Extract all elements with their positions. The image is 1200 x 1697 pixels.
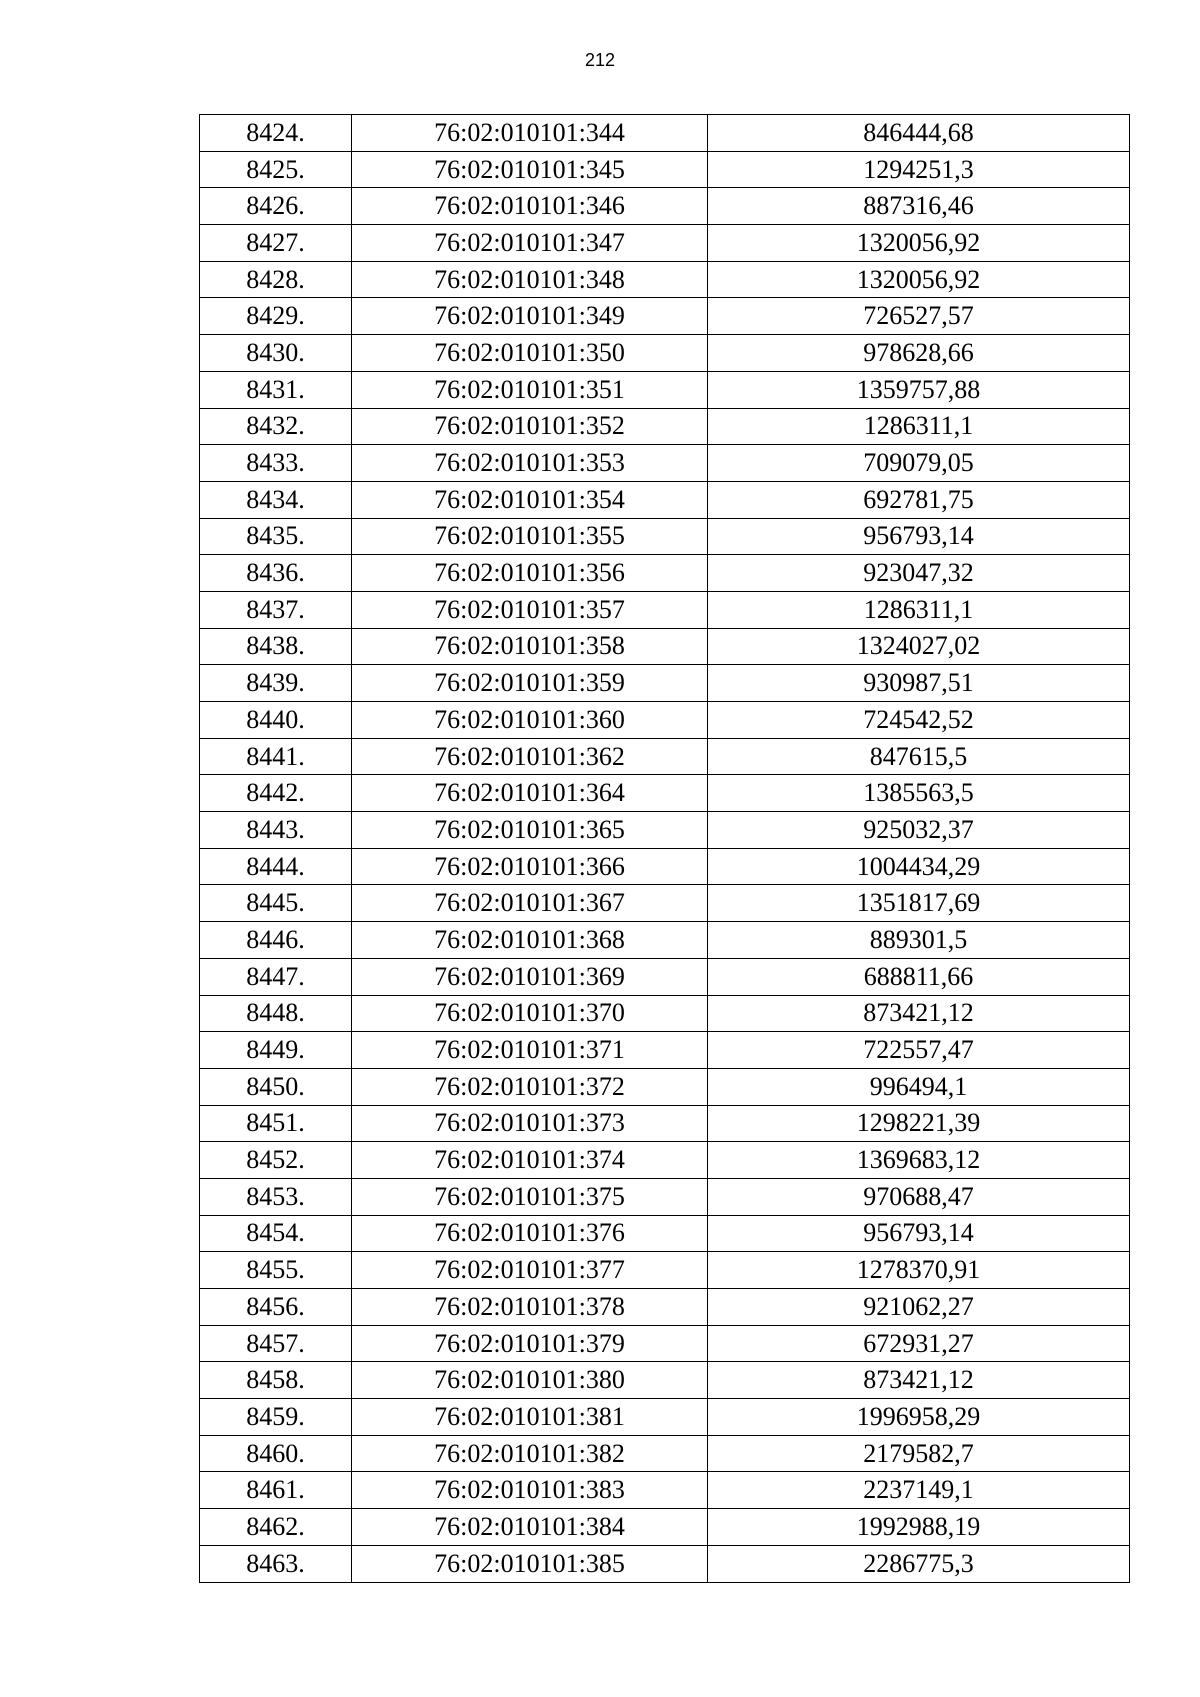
cadastral-number-cell: 76:02:010101:380 — [352, 1362, 708, 1399]
row-number-cell: 8440. — [200, 702, 352, 739]
table-row — [200, 1362, 1130, 1399]
row-number-cell: 8458. — [200, 1362, 352, 1399]
table-row — [200, 1068, 1130, 1105]
row-number-cell: 8434. — [200, 481, 352, 518]
cadastral-number-cell: 76:02:010101:368 — [352, 922, 708, 959]
table-row — [200, 848, 1130, 885]
row-number-cell: 8453. — [200, 1178, 352, 1215]
table-row — [200, 1105, 1130, 1142]
row-number-cell: 8439. — [200, 665, 352, 702]
row-number-cell: 8426. — [200, 188, 352, 225]
table-row — [200, 298, 1130, 335]
value-cell: 847615,5 — [708, 738, 1130, 775]
value-cell: 873421,12 — [708, 1362, 1130, 1399]
table-row — [200, 371, 1130, 408]
table-row — [200, 518, 1130, 555]
page-number: 212 — [584, 50, 616, 70]
row-number-cell: 8445. — [200, 885, 352, 922]
table-row — [200, 151, 1130, 188]
cadastral-number-cell: 76:02:010101:358 — [352, 628, 708, 665]
value-cell: 978628,66 — [708, 335, 1130, 372]
row-number-cell: 8450. — [200, 1068, 352, 1105]
value-cell: 1996958,29 — [708, 1399, 1130, 1436]
row-number-cell: 8451. — [200, 1105, 352, 1142]
row-number-cell: 8428. — [200, 261, 352, 298]
cadastral-number-cell: 76:02:010101:351 — [352, 371, 708, 408]
cadastral-number-cell: 76:02:010101:347 — [352, 225, 708, 262]
value-cell: 1294251,3 — [708, 151, 1130, 188]
value-cell: 1320056,92 — [708, 261, 1130, 298]
value-cell: 921062,27 — [708, 1289, 1130, 1326]
value-cell: 2179582,7 — [708, 1435, 1130, 1472]
cadastral-number-cell: 76:02:010101:381 — [352, 1399, 708, 1436]
table-row — [200, 775, 1130, 812]
table-row — [200, 628, 1130, 665]
cadastral-number-cell: 76:02:010101:364 — [352, 775, 708, 812]
table-row — [200, 261, 1130, 298]
value-cell: 672931,27 — [708, 1325, 1130, 1362]
cadastral-number-cell: 76:02:010101:378 — [352, 1289, 708, 1326]
table-row — [200, 665, 1130, 702]
table-row — [200, 1289, 1130, 1326]
table-row — [200, 1435, 1130, 1472]
value-cell: 923047,32 — [708, 555, 1130, 592]
table-row — [200, 188, 1130, 225]
value-cell: 1385563,5 — [708, 775, 1130, 812]
value-cell: 1992988,19 — [708, 1509, 1130, 1546]
table-row — [200, 335, 1130, 372]
value-cell: 688811,66 — [708, 958, 1130, 995]
cadastral-number-cell: 76:02:010101:374 — [352, 1142, 708, 1179]
value-cell: 873421,12 — [708, 995, 1130, 1032]
cadastral-number-cell: 76:02:010101:346 — [352, 188, 708, 225]
row-number-cell: 8459. — [200, 1399, 352, 1436]
cadastral-number-cell: 76:02:010101:369 — [352, 958, 708, 995]
value-cell: 956793,14 — [708, 1215, 1130, 1252]
value-cell: 2237149,1 — [708, 1472, 1130, 1509]
row-number-cell: 8441. — [200, 738, 352, 775]
value-cell: 692781,75 — [708, 481, 1130, 518]
cadastral-number-cell: 76:02:010101:356 — [352, 555, 708, 592]
cadastral-number-cell: 76:02:010101:376 — [352, 1215, 708, 1252]
row-number-cell: 8448. — [200, 995, 352, 1032]
value-cell: 887316,46 — [708, 188, 1130, 225]
row-number-cell: 8457. — [200, 1325, 352, 1362]
row-number-cell: 8462. — [200, 1509, 352, 1546]
table-row — [200, 591, 1130, 628]
row-number-cell: 8430. — [200, 335, 352, 372]
row-number-cell: 8444. — [200, 848, 352, 885]
row-number-cell: 8429. — [200, 298, 352, 335]
value-cell: 1286311,1 — [708, 408, 1130, 445]
value-cell: 1351817,69 — [708, 885, 1130, 922]
table-row — [200, 555, 1130, 592]
table-row — [200, 1399, 1130, 1436]
value-cell: 1359757,88 — [708, 371, 1130, 408]
value-cell: 846444,68 — [708, 115, 1130, 152]
table-row — [200, 481, 1130, 518]
table-row — [200, 1545, 1130, 1582]
table-row — [200, 1252, 1130, 1289]
table-row — [200, 922, 1130, 959]
table-row — [200, 1215, 1130, 1252]
table-row — [200, 225, 1130, 262]
value-cell: 722557,47 — [708, 1032, 1130, 1069]
row-number-cell: 8432. — [200, 408, 352, 445]
cadastral-number-cell: 76:02:010101:370 — [352, 995, 708, 1032]
row-number-cell: 8461. — [200, 1472, 352, 1509]
cadastral-number-cell: 76:02:010101:352 — [352, 408, 708, 445]
value-cell: 996494,1 — [708, 1068, 1130, 1105]
table-row — [200, 115, 1130, 152]
row-number-cell: 8455. — [200, 1252, 352, 1289]
value-cell: 1324027,02 — [708, 628, 1130, 665]
table-row — [200, 995, 1130, 1032]
row-number-cell: 8437. — [200, 591, 352, 628]
table-row — [200, 445, 1130, 482]
cadastral-number-cell: 76:02:010101:362 — [352, 738, 708, 775]
row-number-cell: 8447. — [200, 958, 352, 995]
cadastral-number-cell: 76:02:010101:382 — [352, 1435, 708, 1472]
value-cell: 1004434,29 — [708, 848, 1130, 885]
cadastral-number-cell: 76:02:010101:344 — [352, 115, 708, 152]
value-cell: 724542,52 — [708, 702, 1130, 739]
cadastral-number-cell: 76:02:010101:360 — [352, 702, 708, 739]
cadastral-number-cell: 76:02:010101:353 — [352, 445, 708, 482]
value-cell: 1286311,1 — [708, 591, 1130, 628]
row-number-cell: 8456. — [200, 1289, 352, 1326]
row-number-cell: 8435. — [200, 518, 352, 555]
cadastral-number-cell: 76:02:010101:373 — [352, 1105, 708, 1142]
cadastral-number-cell: 76:02:010101:375 — [352, 1178, 708, 1215]
value-cell: 1320056,92 — [708, 225, 1130, 262]
value-cell: 1369683,12 — [708, 1142, 1130, 1179]
value-cell: 956793,14 — [708, 518, 1130, 555]
table-row — [200, 702, 1130, 739]
cadastral-number-cell: 76:02:010101:349 — [352, 298, 708, 335]
row-number-cell: 8443. — [200, 812, 352, 849]
table-row — [200, 958, 1130, 995]
table-row — [200, 812, 1130, 849]
value-cell: 970688,47 — [708, 1178, 1130, 1215]
value-cell: 726527,57 — [708, 298, 1130, 335]
row-number-cell: 8446. — [200, 922, 352, 959]
value-cell: 930987,51 — [708, 665, 1130, 702]
cadastral-number-cell: 76:02:010101:357 — [352, 591, 708, 628]
table-row — [200, 1142, 1130, 1179]
cadastral-number-cell: 76:02:010101:385 — [352, 1545, 708, 1582]
value-cell: 889301,5 — [708, 922, 1130, 959]
row-number-cell: 8424. — [200, 115, 352, 152]
cadastral-number-cell: 76:02:010101:384 — [352, 1509, 708, 1546]
cadastral-number-cell: 76:02:010101:348 — [352, 261, 708, 298]
value-cell: 709079,05 — [708, 445, 1130, 482]
table-row — [200, 1509, 1130, 1546]
cadastral-number-cell: 76:02:010101:366 — [352, 848, 708, 885]
table-row — [200, 1178, 1130, 1215]
cadastral-number-cell: 76:02:010101:379 — [352, 1325, 708, 1362]
row-number-cell: 8436. — [200, 555, 352, 592]
row-number-cell: 8449. — [200, 1032, 352, 1069]
row-number-cell: 8454. — [200, 1215, 352, 1252]
cadastral-number-cell: 76:02:010101:355 — [352, 518, 708, 555]
value-cell: 1278370,91 — [708, 1252, 1130, 1289]
cadastral-number-cell: 76:02:010101:345 — [352, 151, 708, 188]
registry-table — [199, 114, 1130, 1583]
row-number-cell: 8433. — [200, 445, 352, 482]
table-row — [200, 408, 1130, 445]
table-row — [200, 1325, 1130, 1362]
row-number-cell: 8427. — [200, 225, 352, 262]
row-number-cell: 8452. — [200, 1142, 352, 1179]
cadastral-number-cell: 76:02:010101:354 — [352, 481, 708, 518]
registry-table-body — [200, 115, 1130, 1583]
row-number-cell: 8460. — [200, 1435, 352, 1472]
row-number-cell: 8463. — [200, 1545, 352, 1582]
cadastral-number-cell: 76:02:010101:383 — [352, 1472, 708, 1509]
table-row — [200, 1032, 1130, 1069]
table-row — [200, 885, 1130, 922]
value-cell: 1298221,39 — [708, 1105, 1130, 1142]
cadastral-number-cell: 76:02:010101:367 — [352, 885, 708, 922]
value-cell: 925032,37 — [708, 812, 1130, 849]
cadastral-number-cell: 76:02:010101:365 — [352, 812, 708, 849]
cadastral-number-cell: 76:02:010101:372 — [352, 1068, 708, 1105]
cadastral-number-cell: 76:02:010101:359 — [352, 665, 708, 702]
table-row — [200, 738, 1130, 775]
value-cell: 2286775,3 — [708, 1545, 1130, 1582]
cadastral-number-cell: 76:02:010101:371 — [352, 1032, 708, 1069]
row-number-cell: 8425. — [200, 151, 352, 188]
cadastral-number-cell: 76:02:010101:350 — [352, 335, 708, 372]
row-number-cell: 8442. — [200, 775, 352, 812]
cadastral-number-cell: 76:02:010101:377 — [352, 1252, 708, 1289]
table-row — [200, 1472, 1130, 1509]
row-number-cell: 8438. — [200, 628, 352, 665]
row-number-cell: 8431. — [200, 371, 352, 408]
